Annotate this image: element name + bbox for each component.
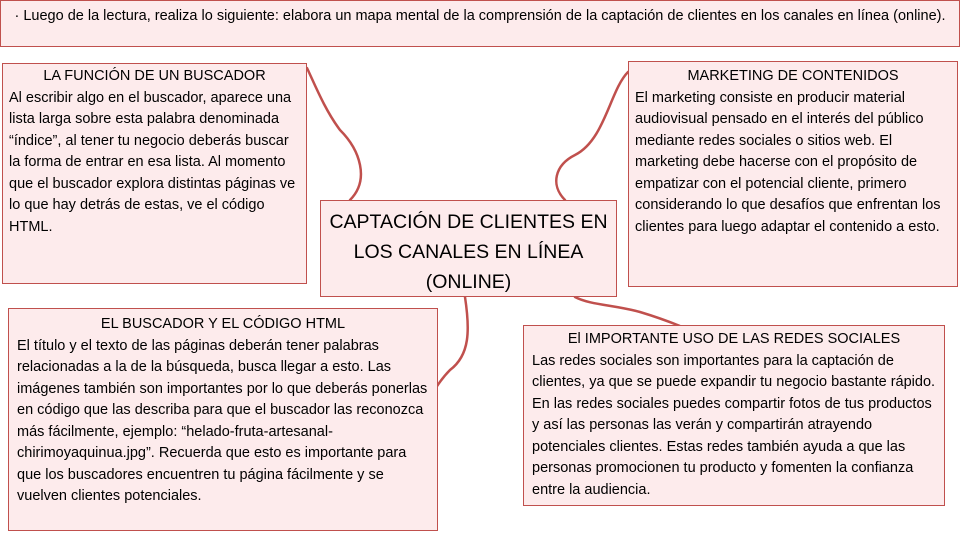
connector-to-redes (575, 297, 680, 326)
node-redes (523, 325, 945, 506)
node-redes-text: Las redes sociales son importantes para la captación de clientes, ya que se puede expandir tu negocio bastante rápido. En las redes sociales puedes compartir fotos de tus productos y así las personas las verán y compartirán atrayendo potenciales clientes. Estas redes también ayuda a que las personas promocionen tu producto y fomenten la confianza entre la audiencia. (532, 352, 936, 498)
instruction-text: · Luego de la lectura, realiza lo siguiente: elabora un mapa mental de la comprensión de la captación de clientes en los canales en línea (online). (14, 8, 946, 24)
instruction-banner (0, 0, 960, 47)
central-topic (320, 200, 617, 297)
node-html-title: EL BUSCADOR Y EL CÓDIGO HTML (100, 316, 346, 332)
node-marketing-text: El marketing consiste en producir material audiovisual pensado en el interés del público mediante redes sociales o sitios web. El marketing debe hacerse con el propósito de empatizar con el potencial cliente, primero considerando lo que desafíos que enfrentan los clientes para luego adaptar el contenido a esto. (635, 89, 941, 235)
node-html (8, 308, 438, 531)
connector-to-buscador (307, 68, 361, 200)
node-buscador-text: Al escribir algo en el buscador, aparece una lista larga sobre esta palabra denominada “índice”, al tener tu negocio deberás buscar la forma de entrar en esa lista. Al momento que el buscador explora distintas páginas ve lo que hay detrás de estas, ve el código HTML. (9, 89, 296, 235)
connector-to-marketing (556, 72, 628, 200)
node-html-text: El título y el texto de las páginas deberán tener palabras relacionadas a la de la búsqueda, busca llegar a esto. Las imágenes también son importantes por lo que deberás ponerlas en código que las describa para que el buscador las reconozca más fácilmente, ejemplo: “helado-fruta-artesanal-chirimoyaquinua.jpg”. Recuerda que esto es importante para que los buscadores encuentren tu página fácilmente y se vuelven clientes potenciales. (17, 337, 428, 504)
node-buscador-title: LA FUNCIÓN DE UN BUSCADOR (43, 68, 266, 84)
node-marketing-title: MARKETING DE CONTENIDOS (687, 68, 899, 84)
node-marketing (628, 61, 958, 287)
node-redes-title: El IMPORTANTE USO DE LAS REDES SOCIALES (567, 331, 901, 347)
node-buscador (2, 63, 307, 284)
central-topic-title: CAPTACIÓN DE CLIENTES EN LOS CANALES EN LÍNEA (ONLINE) (329, 211, 608, 293)
